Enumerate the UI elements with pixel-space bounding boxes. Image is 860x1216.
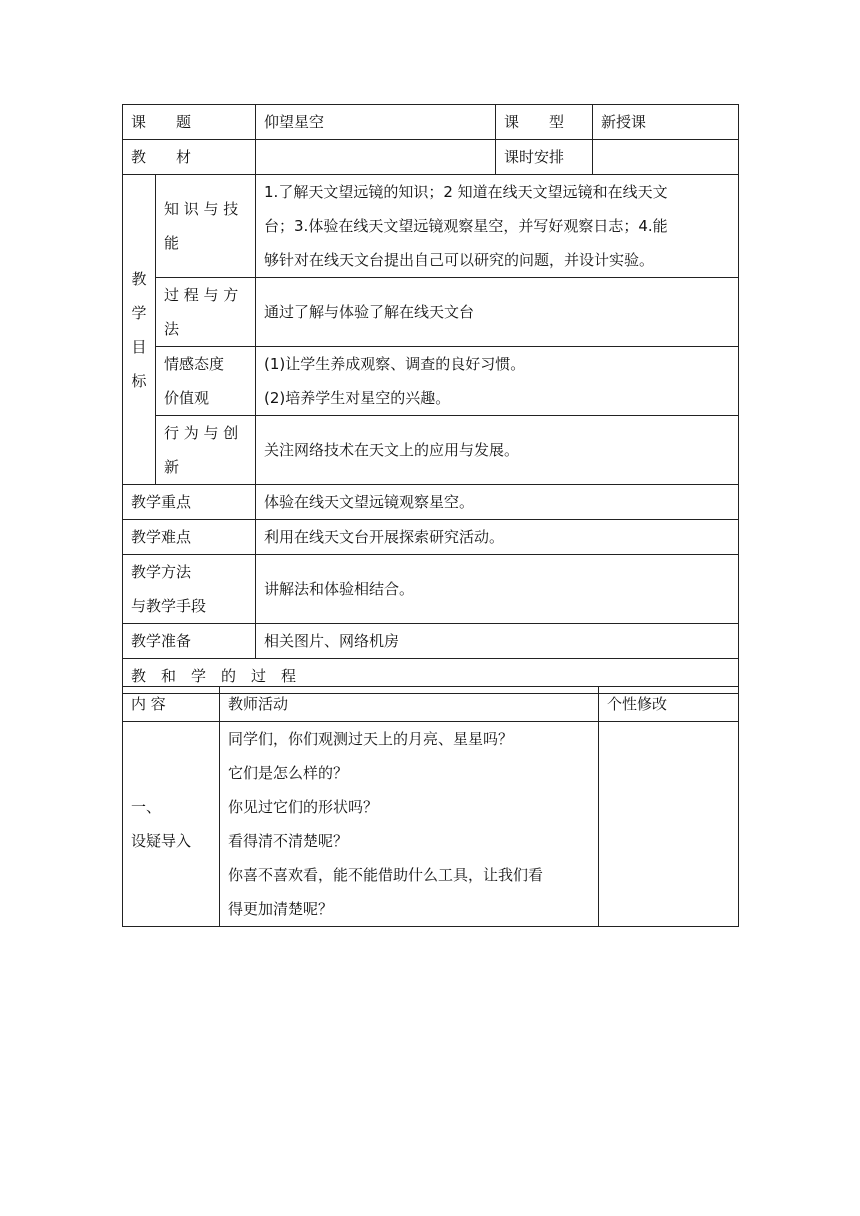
objectives-group-char: 学: [131, 303, 147, 322]
topic-label: 课 题: [123, 105, 256, 140]
objective-label-line: 行 为 与 创: [164, 424, 239, 442]
teacher-activity: [220, 722, 599, 927]
notes-cell: [599, 722, 739, 927]
objectives-group-char: 教: [131, 269, 147, 288]
detail-row-preparation: [123, 624, 739, 659]
detail-label-line: 教学难点: [131, 528, 192, 546]
schedule-label: 课时安排: [496, 140, 593, 175]
objective-content-line: 够针对在线天文台提出自己可以研究的问题，并设计实验。: [264, 251, 655, 269]
objective-label: [156, 175, 256, 278]
teacher-line: 它们是怎么样的？: [228, 764, 349, 782]
objective-content-line: (1)让学生养成观察、调查的良好习惯。: [264, 355, 526, 373]
detail-row-difficulties: [123, 520, 739, 555]
objective-label-line: 新: [164, 458, 180, 476]
objective-label: [156, 347, 256, 416]
objective-label-line: 情感态度: [164, 355, 225, 373]
objective-row-behavior: [123, 416, 739, 485]
objective-content: [256, 416, 739, 485]
detail-label-line: 教学准备: [131, 632, 192, 650]
lesson-info-table: [122, 104, 739, 694]
detail-value: 相关图片、网络机房: [256, 624, 739, 659]
objective-row-knowledge: [123, 175, 739, 278]
objective-content-line: 通过了解与体验了解在线天文台: [264, 303, 475, 321]
detail-label: [123, 624, 256, 659]
process-table: [122, 686, 739, 927]
objective-content-line: (2)培养学生对星空的兴趣。: [264, 389, 451, 407]
teacher-line: 你见过它们的形状吗？: [228, 798, 379, 816]
material-label: 教 材: [123, 140, 256, 175]
section-label-line: 设疑导入: [131, 832, 192, 850]
col-header-teacher: 教师活动: [220, 687, 599, 722]
objective-content-line: 台；3.体验在线天文望远镜观察星空，并写好观察日志；4.能: [264, 217, 668, 235]
objective-label-line: 价值观: [164, 389, 210, 407]
section-label-line: 一、: [131, 798, 162, 816]
section-label: [123, 722, 220, 927]
teacher-line: 同学们，你们观测过天上的月亮、星星吗？: [228, 730, 514, 748]
material-value: [256, 140, 496, 175]
teacher-line: 你喜不喜欢看，能不能借助什么工具，让我们看: [228, 866, 544, 884]
objectives-group-char: 标: [131, 371, 147, 390]
objective-label-line: 能: [164, 234, 180, 252]
process-header-row: [123, 687, 739, 722]
teacher-line: 看得清不清楚呢？: [228, 832, 349, 850]
detail-label-line: 与教学手段: [131, 597, 207, 615]
objective-label: [156, 278, 256, 347]
col-header-content: 内 容: [123, 687, 220, 722]
objective-content-line: 1.了解天文望远镜的知识；2 知道在线天文望远镜和在线天文: [264, 183, 668, 201]
detail-label: [123, 485, 256, 520]
material-row: [123, 140, 739, 175]
type-label: 课 型: [496, 105, 593, 140]
objective-content: [256, 347, 739, 416]
detail-value: 利用在线天文台开展探索研究活动。: [256, 520, 739, 555]
objective-content: [256, 278, 739, 347]
detail-value: 讲解法和体验相结合。: [256, 555, 739, 624]
objective-label: [156, 416, 256, 485]
topic-row: [123, 105, 739, 140]
objective-row-emotion: [123, 347, 739, 416]
detail-label: [123, 520, 256, 555]
teacher-line: 得更加清楚呢？: [228, 900, 334, 918]
detail-label-line: 教学方法: [131, 563, 192, 581]
detail-value: 体验在线天文望远镜观察星空。: [256, 485, 739, 520]
objective-content: [256, 175, 739, 278]
detail-row-key-points: [123, 485, 739, 520]
objectives-group-label: [123, 175, 156, 485]
col-header-notes: 个性修改: [599, 687, 739, 722]
objectives-group-char: 目: [131, 337, 147, 356]
objective-label-line: 过 程 与 方: [164, 286, 239, 304]
type-value: 新授课: [593, 105, 739, 140]
process-section-row: [123, 722, 739, 927]
objective-label-line: 知 识 与 技: [164, 200, 239, 218]
schedule-value: [593, 140, 739, 175]
objective-row-process: [123, 278, 739, 347]
objective-content-line: 关注网络技术在天文上的应用与发展。: [264, 441, 520, 459]
detail-label: [123, 555, 256, 624]
process-title: 教 和 学 的 过 程: [123, 659, 739, 694]
topic-value: 仰望星空: [256, 105, 496, 140]
objective-label-line: 法: [164, 320, 180, 338]
detail-row-methods: [123, 555, 739, 624]
detail-label-line: 教学重点: [131, 493, 192, 511]
